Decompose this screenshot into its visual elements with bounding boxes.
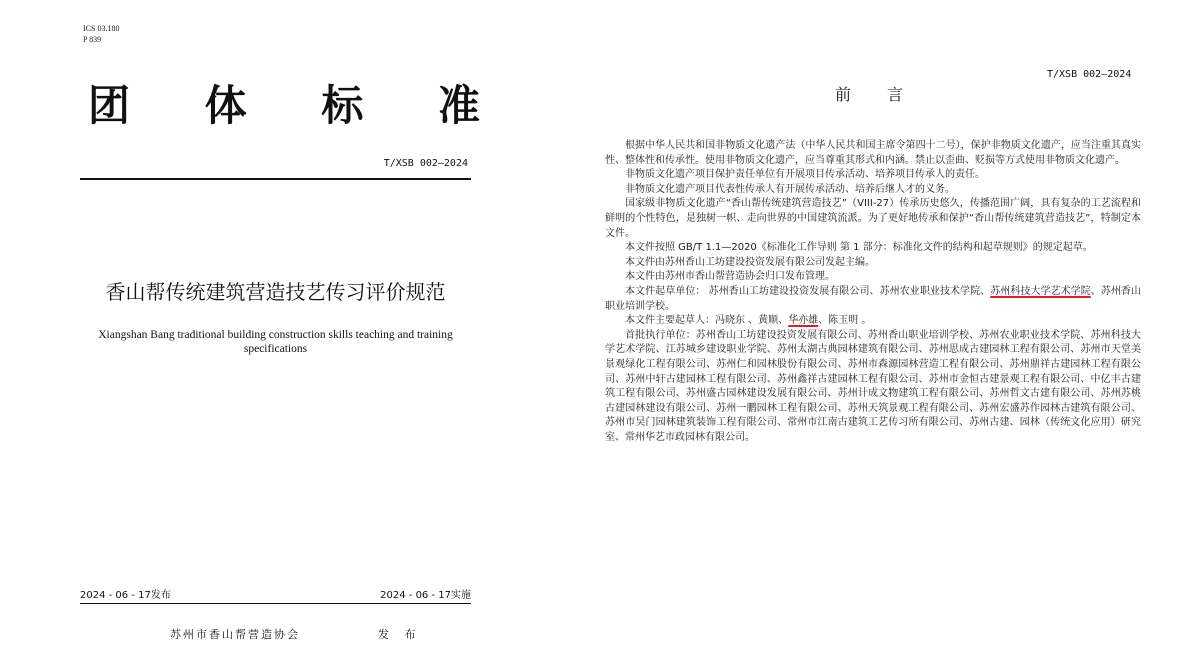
- highlighted-drafter: 华亦雄: [788, 315, 819, 327]
- document-title-en: Xiangshan Bang traditional building construction skills teaching and training specifications: [98, 329, 453, 355]
- preface-body: [605, 139, 1141, 445]
- paragraph: 本文件按照 GB/T 1.1—2020《标准化工作导则 第 1 部分：标准化文件的结构和起草规则》的规定起草。: [625, 242, 1093, 254]
- heading-char: 体: [204, 81, 247, 130]
- issue-label: 发 布: [378, 628, 422, 641]
- paragraph: 首批执行单位：苏州香山工坊建设投资发展有限公司、苏州香山职业培训学校、苏州农业职业技术学院、苏州科技大学艺术学院、江苏城乡建设职业学院、苏州太湖古典园林建筑有限公司、苏州思成古建园林工程有限公司、苏州市天堂美景观绿化工程有限公司、苏州仁和园林股份有限公司、苏州市森源园林营造工程有限公司、苏州鼎祥古建园林工程有限公司、苏州中轩古建园林工程有限公司、苏州鑫祥古建园林工程有限公司、苏州市金恒古建景观工程有限公司、中亿丰古建筑工程有限公司、苏州盛古园林建设发展有限公司、苏州计成文物建筑工程有限公司、苏州哲文古建有限公司、苏州苏桃古建园林建设有限公司、苏州一鹏园林工程有限公司、苏州天筑景观工程有限公司、苏州宏盛苏作园林古建筑有限公司、苏州市吴门园林建筑装饰工程有限公司、常州市江南古建筑工艺传习所有限公司、苏州古建、园林（传统文化应用）研究室、常州华艺市政园林有限公司。: [605, 329, 1141, 443]
- preface-title-char: 前: [835, 85, 854, 104]
- highlighted-unit: 苏州科技大学艺术学院: [990, 285, 1091, 297]
- text-segment: 、苏州香山职业培训学校。: [605, 285, 1142, 312]
- paragraph: 根据中华人民共和国非物质文化遗产法（中华人民共和国主席令第四十二号），保护非物质文化遗产，应当注重其真实性、整体性和传承性。使用非物质文化遗产，应当尊重其形式和内涵。禁止以歪曲、贬损等方式使用非物质文化遗产。: [605, 140, 1141, 166]
- ics-code: ICS 03.180: [83, 24, 120, 33]
- cover-page: [0, 0, 560, 659]
- implement-date: 2024 - 06 - 17实施: [380, 590, 471, 601]
- heading-char: 准: [437, 81, 480, 130]
- paragraph-drafting-units: [605, 285, 1141, 314]
- paragraph-drafters: [605, 314, 1141, 329]
- text-segment: 、陈玉明 。: [818, 315, 872, 327]
- paragraph: 本文件由苏州市香山帮营造协会归口发布管理。: [625, 271, 835, 283]
- publish-date: 2024 - 06 - 17发布: [80, 590, 171, 601]
- standard-number: T/XSB 002—2024: [1047, 69, 1132, 80]
- classification-codes: [83, 23, 119, 45]
- text-segment: 本文件起草单位： 苏州香山工坊建设投资发展有限公司、苏州农业职业技术学院、: [625, 285, 991, 297]
- text-segment: 本文件主要起草人：冯晓东 、黄顺、: [625, 315, 789, 327]
- preface-title: [835, 82, 905, 105]
- divider: [80, 603, 471, 604]
- publisher-name: 苏州市香山帮营造协会: [170, 628, 300, 641]
- ccs-code: P 839: [83, 35, 102, 44]
- date-row: [80, 589, 471, 603]
- paragraph: 本文件由苏州香山工坊建设投资发展有限公司发起主编。: [625, 256, 875, 268]
- standard-number: T/XSB 002—2024: [383, 158, 468, 169]
- heading-char: 标: [321, 81, 364, 130]
- heading-char: 团: [88, 81, 131, 130]
- paragraph: 非物质文化遗产项目保护责任单位有开展项目传承活动、培养项目传承人的责任。: [625, 169, 985, 181]
- divider: [80, 178, 471, 180]
- paragraph: 非物质文化遗产项目代表性传承人有开展传承活动、培养后继人才的义务。: [625, 183, 955, 195]
- document-title-cn: 香山帮传统建筑营造技艺传习评价规范: [105, 280, 446, 304]
- paragraph: 国家级非物质文化遗产“香山帮传统建筑营造技艺”（VIII-27）传承历史悠久，传播范围广阔，具有复杂的工艺流程和鲜明的个性特色，是独树一帜、走向世界的中国建筑流派。为了更好地传承和保护“香山帮传统建筑营造技艺”，特制定本文件。: [605, 198, 1141, 239]
- preface-title-char: 言: [887, 85, 906, 104]
- preface-page: [580, 0, 1204, 659]
- group-standard-heading: [88, 80, 480, 132]
